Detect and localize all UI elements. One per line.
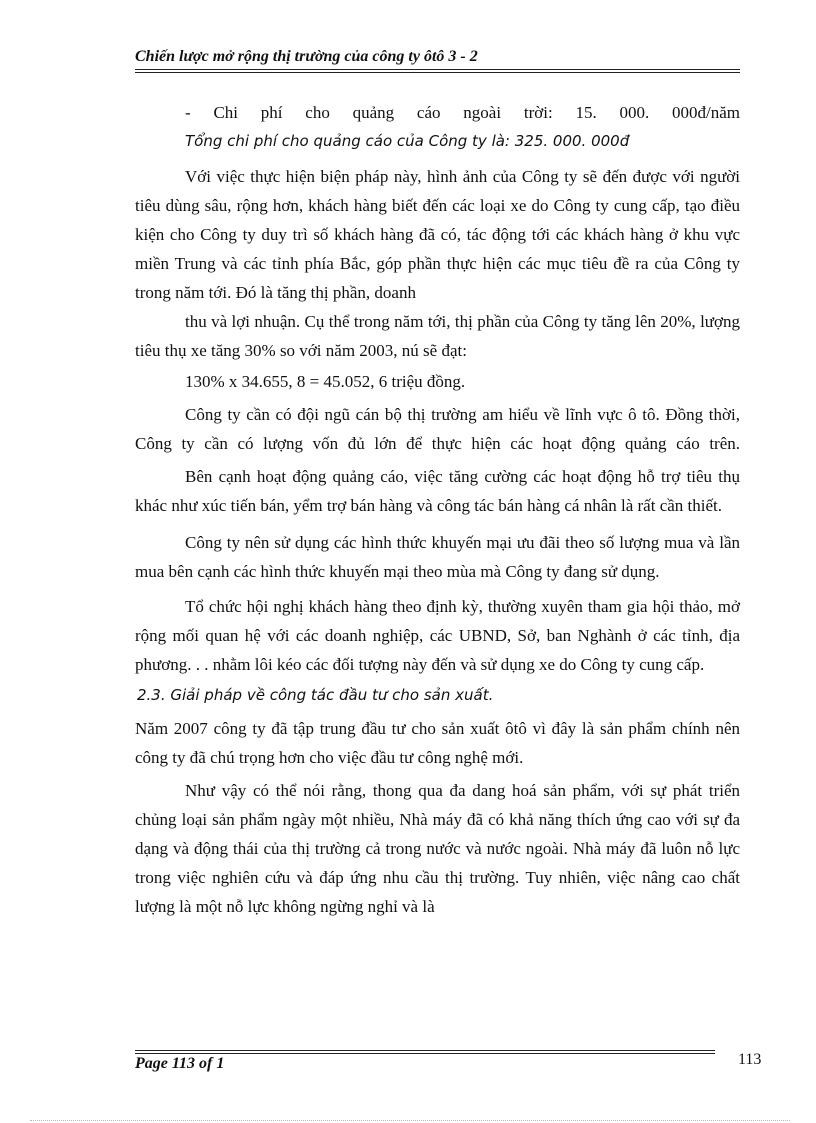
running-header: Chiến lược mở rộng thị trường của công ty ôtô 3 - 2 <box>135 48 478 65</box>
paragraph-measure-effect: Với việc thực hiện biện pháp này, hình ảnh của Công ty sẽ đến được với người tiêu dùng sâu, rộng hơn, khách hàng biết đến các loại xe do Công ty cung cấp, tạo điều kiện cho Công ty duy trì số khách hàng đã có, tác động tới các khách hàng ở khu vực miền Trung và các tỉnh phía Bắc, góp phần thực hiện các mục tiêu đề ra của Công ty trong năm tới. Đó là tăng thị phần, doanh <box>135 167 740 302</box>
paragraph-market-share: thu và lợi nhuận. Cụ thể trong năm tới, thị phần của Công ty tăng lên 20%, lượng tiêu thụ xe tăng 30% so với năm 2003, nú sẽ đạt: <box>135 312 740 360</box>
footer-rule-bottom <box>135 1053 715 1054</box>
header-rule-bottom <box>135 72 740 73</box>
paragraph-formula: 130% x 34.655, 8 = 45.052, 6 triệu đồng. <box>185 372 466 391</box>
section-heading: 2.3. Giải pháp về công tác đầu tư cho sản xuất. <box>137 686 494 704</box>
page-number: 113 <box>738 1051 762 1068</box>
paragraph-diversification: Như vậy có thể nói rằng, thong qua đa dang hoá sản phẩm, với sự phát triển chủng loại sản phẩm ngày một nhiều, Nhà máy đã có khả năng thích ứng cao với sự đa dạng và động thái của thị trường cả trong nước và nước ngoài. Nhà máy đã luôn nỗ lực trong việc nghiên cứu và đáp ứng nhu cầu thị trường. Tuy nhiên, việc nâng cao chất lượng là một nỗ lực không ngừng nghỉ và là <box>135 781 740 916</box>
header-rule-top <box>135 69 740 70</box>
paragraph-total-ad-cost: Tổng chi phí cho quảng cáo của Công ty là: 325. 000. 000đ <box>185 132 630 150</box>
footer-page-label: Page 113 of 1 <box>135 1055 225 1072</box>
paragraph-outdoor-ad-cost: - Chi phí cho quảng cáo ngoài trời: 15. 000. 000đ/năm <box>185 103 740 122</box>
page-edge-divider <box>30 1120 790 1121</box>
paragraph-customer-conference: Tổ chức hội nghị khách hàng theo định kỳ, thường xuyên tham gia hội thảo, mở rộng mối quan hệ với các doanh nghiệp, các UBND, Sở, ban Nghành ở các tỉnh, địa phương. . . nhằm lôi kéo các đối tượng này đến và sử dụng xe do Công ty cung cấp. <box>135 597 740 674</box>
footer-rule-top <box>135 1050 715 1051</box>
paragraph-promotions: Công ty nên sử dụng các hình thức khuyến mại ưu đãi theo số lượng mua và lần mua bên cạnh các hình thức khuyến mại theo mùa mà Công ty đang sử dụng. <box>135 533 740 581</box>
paragraph-staff-capital: Công ty cần có đội ngũ cán bộ thị trường am hiểu về lĩnh vực ô tô. Đồng thời, Công ty cần có lượng vốn đủ lớn để thực hiện các hoạt động quảng cáo trên. <box>135 405 740 453</box>
paragraph-sales-support: Bên cạnh hoạt động quảng cáo, việc tăng cường các hoạt động hỗ trợ tiêu thụ khác như xúc tiến bán, yểm trợ bán hàng và công tác bán hàng cá nhân là rất cần thiết. <box>135 467 740 515</box>
paragraph-investment-2007: Năm 2007 công ty đã tập trung đầu tư cho sản xuất ôtô vì đây là sản phẩm chính nên công ty đã chú trọng hơn cho việc đầu tư công nghệ mới. <box>135 719 740 767</box>
document-body <box>135 98 740 921</box>
